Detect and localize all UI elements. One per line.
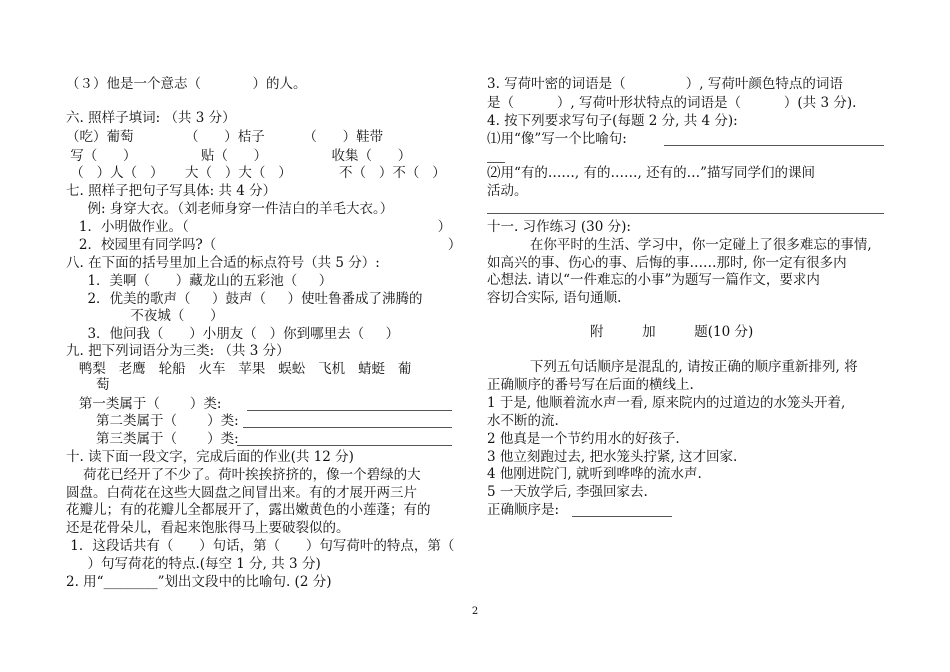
q10-item-4-1-answer-line: [664, 145, 884, 146]
q8-item-3: 3．他问我（ ）小朋友（ ）你到哪里去（ ）: [66, 326, 400, 342]
q11-body-4: 容切合实际, 语句通顺.: [487, 290, 622, 306]
bonus-sentence-3: 3 他立刻跑过去, 把水笼头拧紧, 这才回家.: [487, 449, 738, 465]
bonus-sentence-1: 1 于是, 他顺着流水声一看, 原来院内的过道边的水笼头开着,: [487, 395, 846, 411]
q9-heading: 九. 把下列词语分为三类: （共 3 分）: [66, 343, 290, 359]
q8-heading: 八. 在下面的括号里加上合适的标点符号（共 5 分）:: [66, 255, 380, 271]
q9-class-1: 第一类属于（ ）类:: [66, 396, 222, 412]
q9-class-3: 第三类属于（ ）类:: [66, 431, 239, 447]
q10-item-4-2: ⑵用“有的……, 有的……, 还有的…”描写同学们的课间: [487, 165, 815, 181]
q8-item-2: 2．优美的歌声（ ）鼓声（ ）使吐鲁番成了沸腾的: [66, 291, 423, 307]
bonus-answer-line: [572, 516, 672, 517]
q6-row-1: （吃）葡萄 （ ）桔子 （ ）鞋带: [66, 129, 384, 145]
q11-heading: 十一. 习作练习 (30 分):: [487, 219, 631, 235]
bonus-answer-label: 正确顺序是:: [487, 502, 560, 518]
q6-row-2: 写（ ） 贴（ ） 收集（ ）: [66, 148, 412, 164]
bonus-heading: 附 加 题(10 分): [590, 324, 754, 340]
q10-item-1-cont: ）句写荷花的特点.(每空 1 分, 共 3 分): [66, 556, 321, 572]
q6-heading: 六. 照样子填词: （共 3 分）: [66, 110, 236, 126]
q10-item-1: 1．这段话共有（ ）句话，第（ ）句写荷叶的特点，第（: [66, 538, 455, 554]
bonus-instruction-2: 正确顺序的番号写在后面的横线上.: [487, 377, 694, 393]
bonus-instruction-1: 下列五句话顺序是混乱的, 请按正确的顺序重新排列, 将: [487, 359, 858, 375]
q10-item-3-cont: 是（ ）, 写荷叶形状特点的词语是（ ）(共 3 分).: [487, 95, 857, 111]
q10-passage-1: 荷花已经开了不少了。荷叶挨挨挤挤的，像一个碧绿的大: [66, 467, 421, 483]
q10-passage-4: 还是花骨朵儿，看起来饱胀得马上要破裂似的。: [66, 520, 350, 536]
q9-words: 鸭梨 老鹰 轮船 火车 苹果 蜈蚣 飞机 蜻蜓 葡: [66, 361, 412, 377]
q10-heading: 十. 读下面一段文字，完成后面的作业(共 12 分): [66, 449, 354, 465]
q9-answer-line-2: [243, 427, 452, 428]
q8-item-1: 1．美啊（ ）藏龙山的五彩池（ ）: [66, 273, 333, 289]
bonus-sentence-1-cont: 水不断的流.: [487, 413, 559, 429]
q10-item-4: 4. 按下列要求写句子(每题 2 分, 共 4 分):: [487, 113, 738, 129]
q7-heading: 七. 照样子把句子写具体: 共 4 分）: [66, 183, 277, 199]
q7-item-2: 2．校园里有同学吗?（ ）: [66, 237, 462, 253]
q11-body-1: 在你平时的生活、学习中，你一定碰上了很多难忘的事情,: [487, 237, 872, 253]
q10-item-4-1-answer-line-2: [487, 162, 505, 163]
q10-passage-3: 花瓣儿；有的花瓣儿全都展开了，露出嫩黄色的小莲蓬；有的: [66, 502, 431, 518]
q10-item-4-1: ⑴用“像”写一个比喻句:: [487, 131, 627, 147]
q6-row-3: （ ）人（ ） 大（ ）大（ ） 不（ ）不（ ）: [66, 165, 446, 181]
q9-answer-line-1: [247, 410, 452, 411]
q7-item-1: 1．小明做作业。（ ）: [66, 219, 452, 235]
bonus-sentence-5: 5 一天放学后, 李强回家去.: [487, 484, 648, 500]
q10-item-3: 3. 写荷叶密的词语是（ ）, 写荷叶颜色特点的词语: [487, 76, 843, 92]
page-number: 2: [471, 606, 479, 617]
q7-example: 例: 身穿大衣。（刘老师身穿一件洁白的羊毛大衣。）: [66, 201, 394, 217]
q11-body-3: 心想法. 请以“一件难忘的小事”为题写一篇作文，要求内: [487, 272, 820, 288]
bonus-sentence-4: 4 他刚进院门, 就听到哗哗的流水声.: [487, 466, 702, 482]
q10-item-2: 2. 用“________”划出文段中的比喻句. (2 分): [66, 574, 332, 590]
q9-answer-line-3: [237, 445, 452, 446]
q5-item-3: （３）他是一个意志（ ）的人。: [66, 76, 307, 92]
q11-body-2: 如高兴的事、伤心的事、后悔的事……那时, 你一定有很多内: [487, 255, 847, 271]
q9-words-cont: 萄: [66, 377, 110, 393]
q10-item-4-2-cont: 活动。: [487, 183, 528, 199]
q9-class-2: 第二类属于（ ）类:: [66, 413, 239, 429]
q8-item-2-cont: 不夜城（ ）: [66, 308, 224, 324]
q10-item-4-2-answer-line: [487, 213, 884, 214]
bonus-sentence-2: 2 他真是一个节约用水的好孩子.: [487, 431, 680, 447]
q10-passage-2: 圆盘。白荷花在这些大圆盘之间冒出来。有的才展开两三片: [66, 485, 417, 501]
